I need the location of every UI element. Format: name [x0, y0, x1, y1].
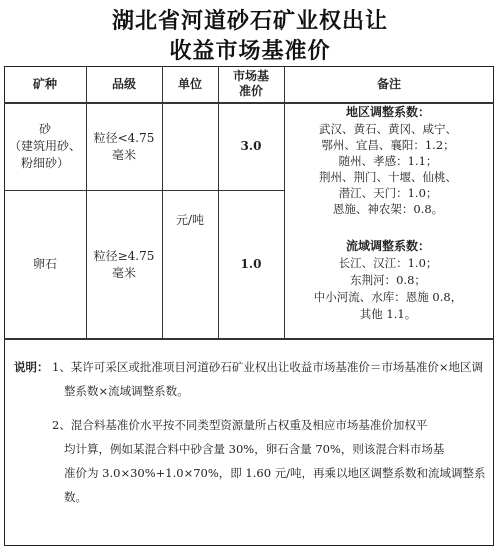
row-pebble-price-value: 1.0 [240, 257, 262, 271]
header-price [218, 66, 284, 102]
region-coefficient-line-2: 鄂州、宜昌、襄阳：1.2； [321, 138, 455, 152]
region-coefficient-line-6: 恩施、神农架：0.8。 [332, 202, 444, 216]
row-pebble-mineral [4, 191, 86, 338]
note-line-5: 准价为 3.0×30%+1.0×70%，即 1.60 元/吨，再乘以地区调整系数和流域调整系 [64, 466, 486, 480]
note-line-1: 1、某许可采区或批准项目河道砂石矿业权出让收益市场基准价＝市场基准价×地区调 [52, 360, 483, 374]
row-sand-grade [86, 103, 162, 190]
header-unit-text: 单位 [177, 76, 202, 91]
region-coefficient-line-3: 随州、孝感：1.1； [338, 154, 438, 168]
row-sand-grade-1: 粒径<4.75 [93, 130, 155, 145]
note-line-3: 2、混合料基准价水平按不同类型资源量所占权重及相应市场基准价加权平 [52, 418, 428, 432]
header-mineral-text: 矿种 [32, 76, 57, 91]
row-sand-mineral-1: 砂 [38, 122, 51, 136]
region-coefficient-line-1: 武汉、黄石、黄冈、咸宁、 [319, 122, 457, 136]
notes-label: 说明： [14, 360, 49, 374]
header-remarks-text: 备注 [376, 76, 401, 91]
header-price-text-2: 准价 [238, 84, 263, 98]
basin-coefficient-line-3: 中小河流、水库：恩施 0.8， [313, 290, 463, 304]
region-coefficient-line-4: 荆州、荆门、十堰、仙桃、 [319, 170, 457, 184]
note-line-4: 均计算，例如某混合料中砂含量 30%，卵石含量 70%，则该混合料市场基 [64, 442, 445, 456]
row-pebble-price [218, 191, 284, 338]
basin-coefficient-line-2: 东荆河：0.8； [350, 273, 426, 287]
remarks-merged-cell [284, 104, 492, 330]
basin-coefficient-line-4: 其他 1.1。 [359, 307, 417, 321]
row-sand-mineral-2: （建筑用砂、 [8, 139, 81, 153]
unit-merged-cell [162, 103, 218, 338]
row-pebble-grade-2: 毫米 [111, 265, 136, 280]
note-line-6: 数。 [64, 490, 87, 504]
basin-coefficient-line-1: 长江、汉江：1.0； [338, 256, 438, 270]
row-sand-mineral [4, 103, 86, 190]
header-grade [86, 66, 162, 102]
row-pebble-grade-1: 粒径≥4.75 [93, 248, 155, 263]
row-pebble-mineral-1: 卵石 [32, 257, 57, 271]
header-remarks [284, 66, 494, 102]
basin-coefficient-title: 流域调整系数： [345, 239, 430, 253]
note-line-2: 整系数×流域调整系数。 [64, 384, 189, 398]
row-sand-price-value: 3.0 [240, 139, 262, 153]
header-grade-text: 品级 [111, 76, 136, 91]
header-mineral [4, 66, 86, 102]
region-coefficient-line-5: 潜江、天门：1.0； [338, 186, 438, 200]
document-title-line-2: 收益市场基准价 [169, 39, 331, 64]
row-sand-mineral-3: 粉细砂） [20, 156, 69, 170]
unit-value: 元/吨 [175, 213, 205, 227]
header-price-text-1: 市场基 [232, 69, 269, 83]
row-sand-grade-2: 毫米 [111, 147, 136, 162]
region-coefficient-title: 地区调整系数： [345, 105, 430, 119]
row-pebble-grade [86, 191, 162, 338]
table-notes-divider [4, 338, 494, 340]
row-sand-price [218, 103, 284, 190]
header-unit [162, 66, 218, 102]
document-title-line-1: 湖北省河道砂石矿业权出让 [111, 9, 388, 34]
